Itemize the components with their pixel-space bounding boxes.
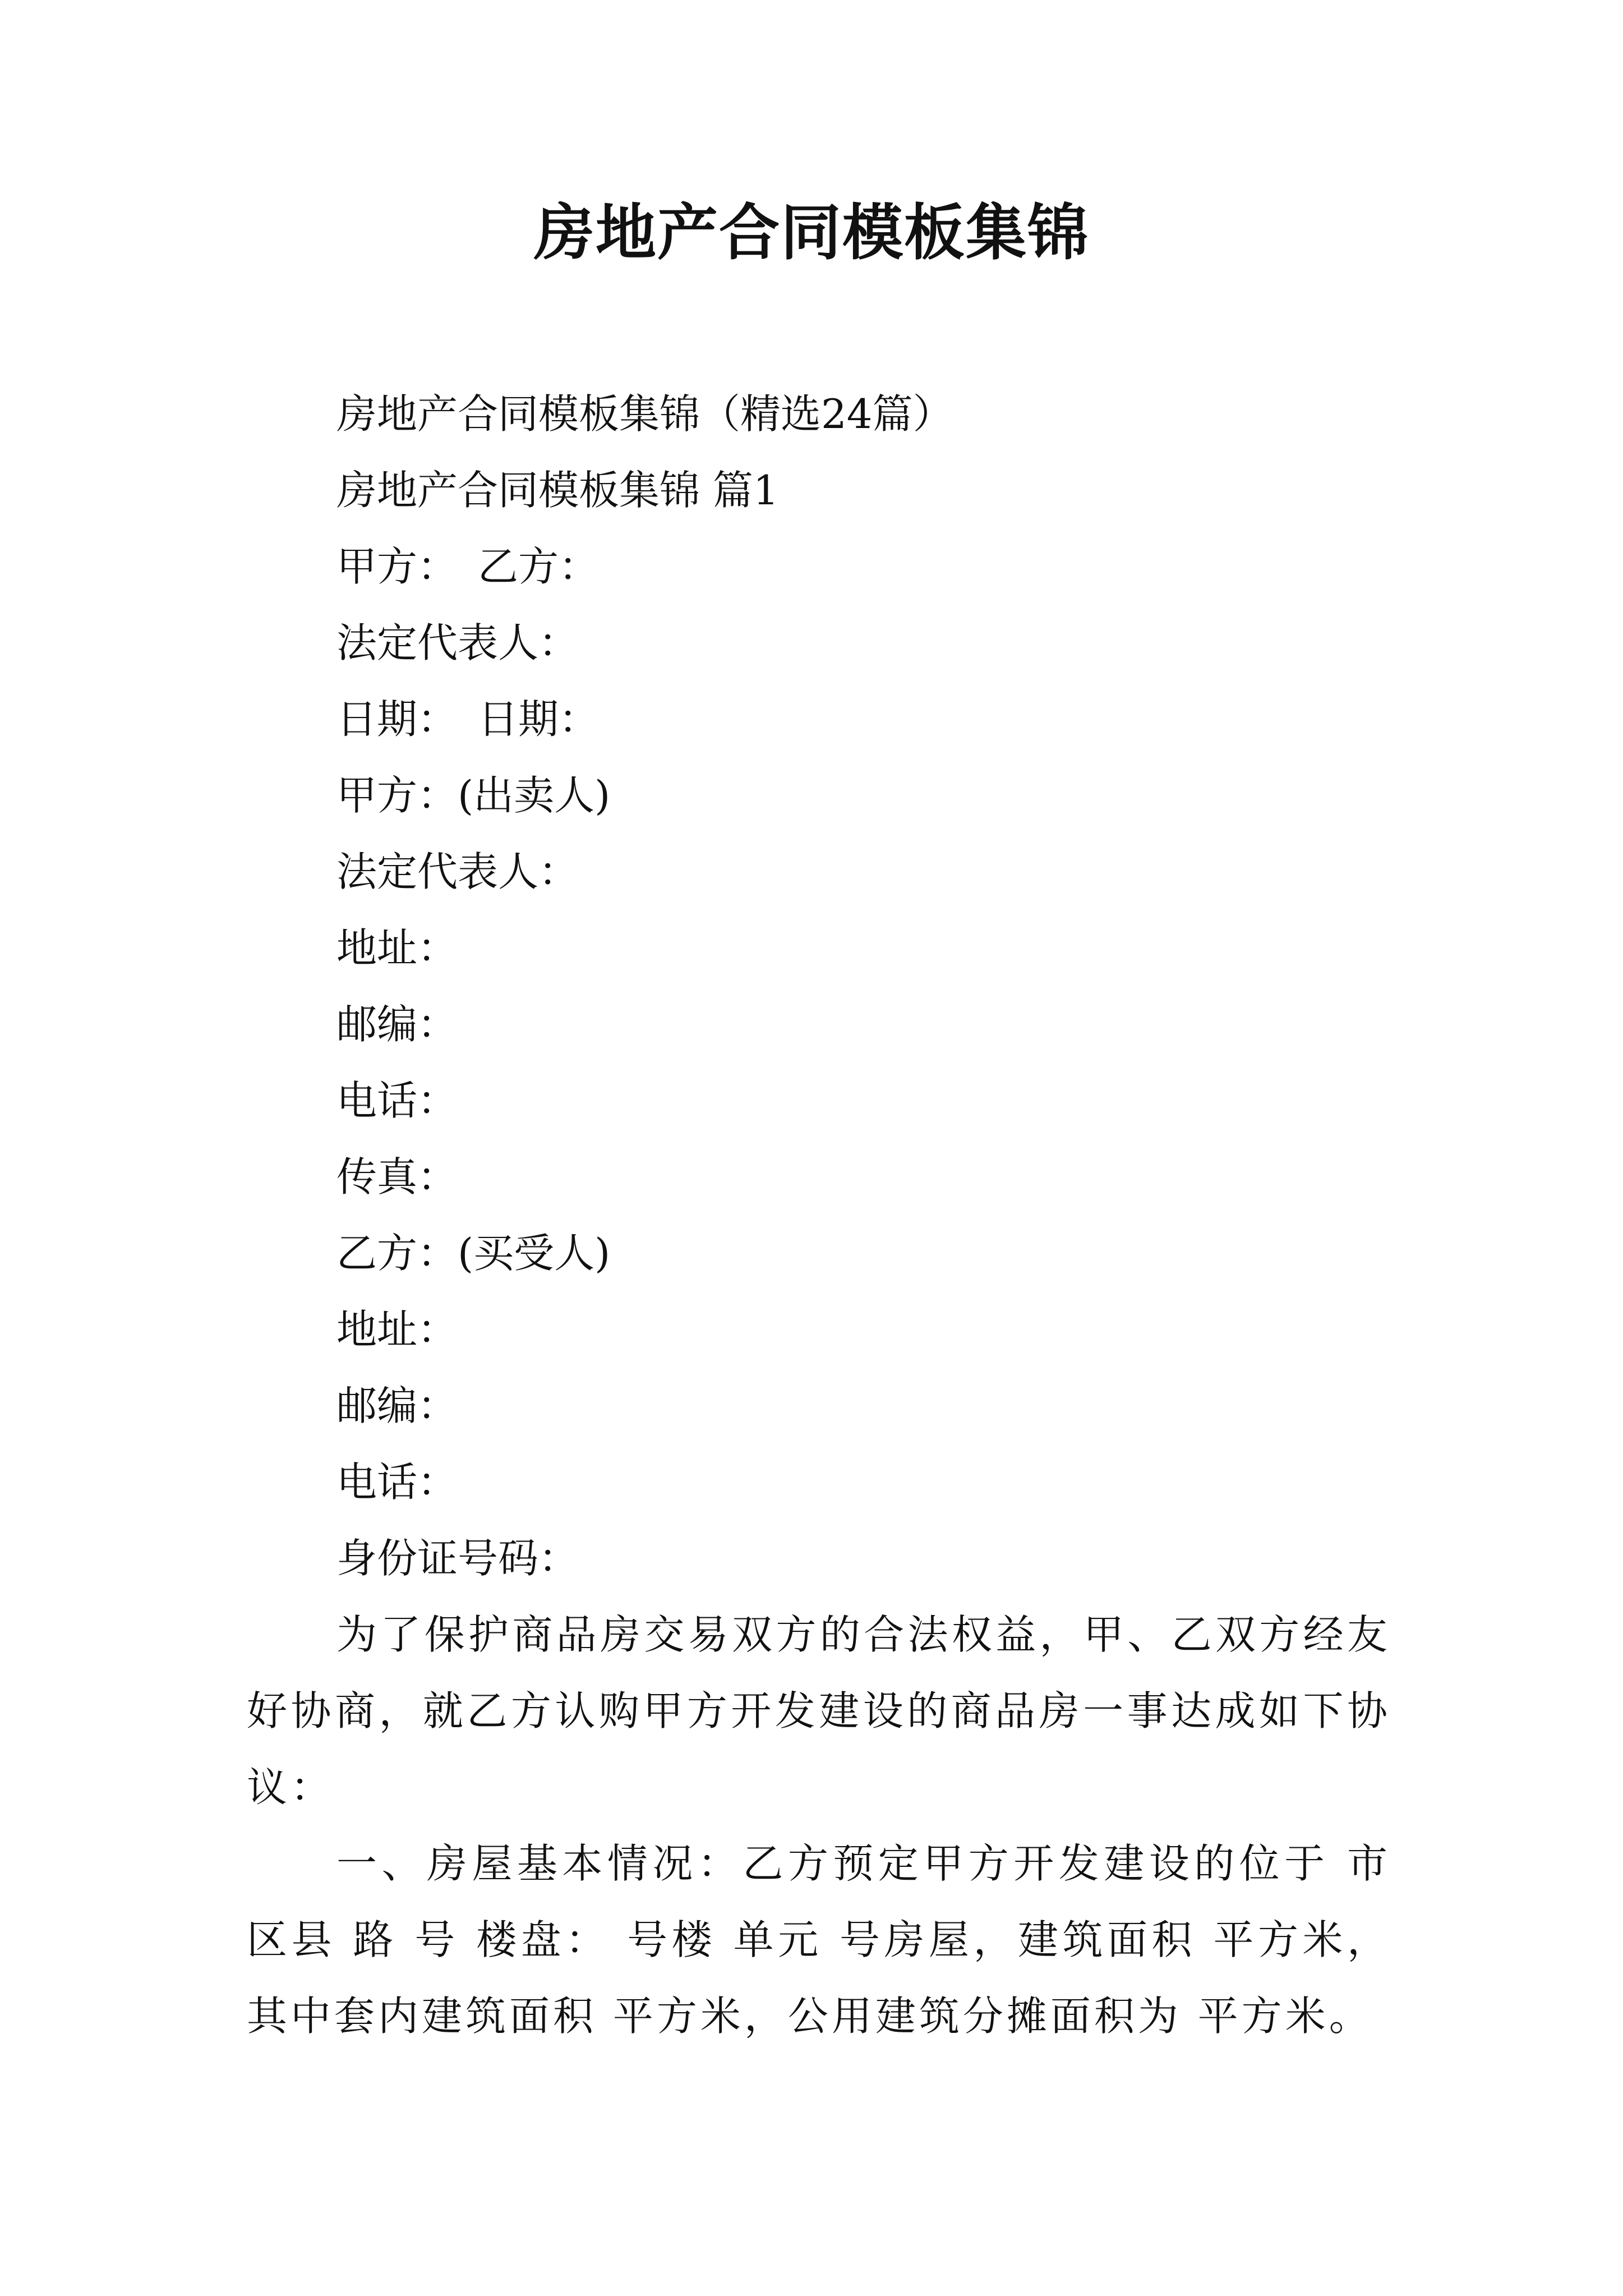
date-line: 日期： 日期： [336, 696, 600, 743]
parties-line: 甲方： 乙方： [336, 543, 600, 590]
clause-one-paragraph: 一、房屋基本情况：乙方预定甲方开发建设的位于 市 区县 路 号 楼盘： 号楼 单元 号房屋，建筑面积 平方米，其中套内建筑面积 平方米，公用建筑分摊面积为 平方米。 [247, 1840, 1391, 2040]
party-a-seller-line: 甲方：(出卖人) [336, 772, 611, 819]
party-a-legal-rep-line: 法定代表人： [336, 848, 579, 895]
intro-paragraph: 为了保护商品房交易双方的合法权益，甲、乙双方经友好协商，就乙方认购甲方开发建设的商品房一事达成如下协议： [247, 1611, 1391, 1811]
party-b-buyer-line: 乙方：(买受人) [336, 1230, 611, 1277]
party-b-phone-line: 电话： [336, 1458, 458, 1506]
party-a-fax-line: 传真： [336, 1153, 458, 1200]
party-a-phone-line: 电话： [336, 1077, 458, 1124]
subtitle-line: 房地产合同模板集锦（精选24篇） [336, 390, 953, 438]
document-body [247, 376, 1391, 2054]
legal-rep-line: 法定代表人： [336, 619, 579, 666]
section-heading: 房地产合同模板集锦 篇1 [336, 467, 779, 514]
party-b-address-line: 地址： [336, 1306, 458, 1353]
party-b-id-line: 身份证号码： [336, 1535, 579, 1582]
party-b-postcode-line: 邮编： [336, 1382, 458, 1429]
party-a-address-line: 地址： [336, 924, 458, 972]
document-title: 房地产合同模板集锦 [533, 197, 1089, 268]
party-a-postcode-line: 邮编： [336, 1001, 458, 1048]
